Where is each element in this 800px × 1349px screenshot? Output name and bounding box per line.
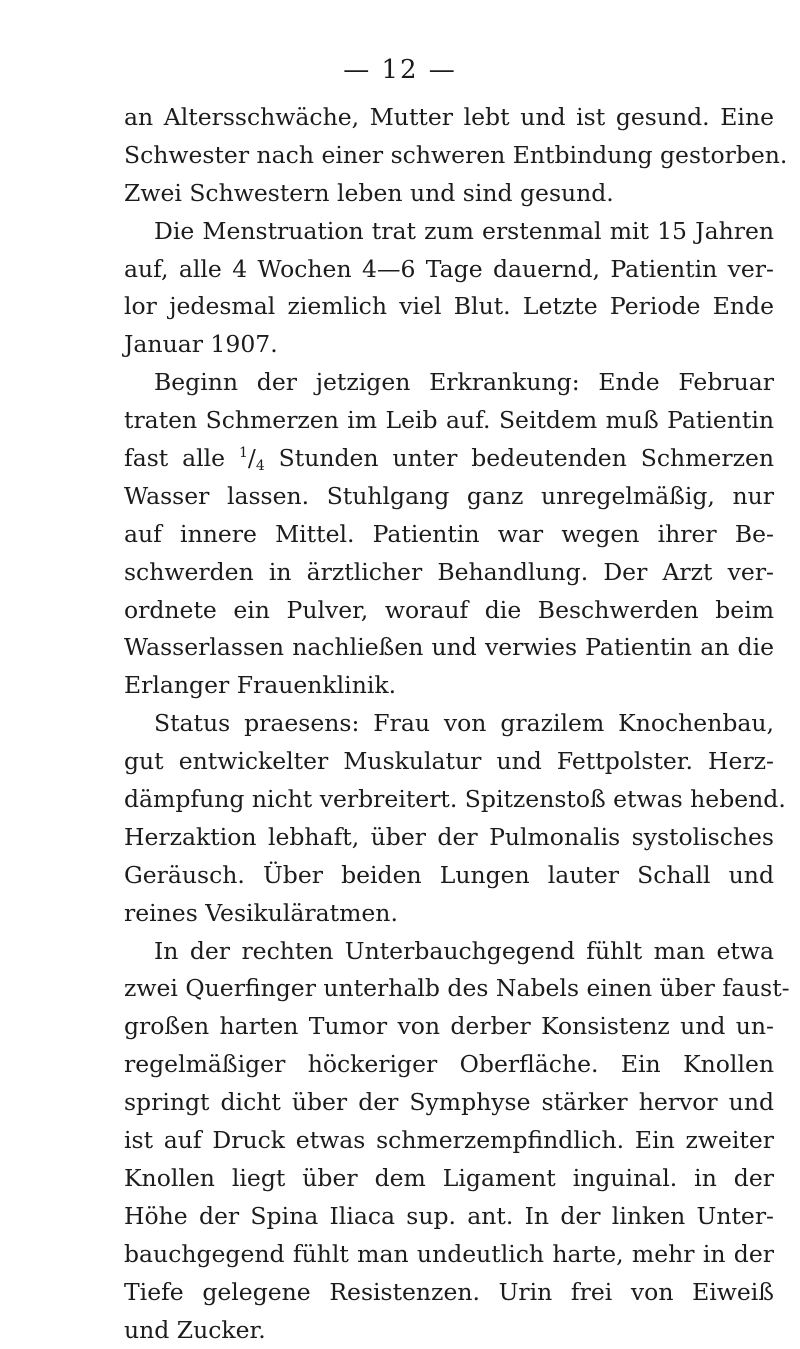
- text-line: Herzaktion lebhaft, über der Pulmonalis systolisches: [124, 819, 774, 857]
- text-line: regelmäßiger höckeriger Oberfläche. Ein Knollen: [124, 1046, 774, 1084]
- text-line: ordnete ein Pulver, worauf die Beschwerden beim: [124, 592, 774, 630]
- text-line: an Altersschwäche, Mutter lebt und ist gesund. Eine: [124, 99, 774, 137]
- text-line: auf, alle 4 Wochen 4—6 Tage dauernd, Patientin ver-: [124, 251, 774, 289]
- text-line: traten Schmerzen im Leib auf. Seitdem muß Patientin: [124, 402, 774, 440]
- text-line: ist auf Druck etwas schmerzempfindlich. Ein zweiter: [124, 1122, 774, 1160]
- text-line: gut entwickelter Muskulatur und Fettpolster. Herz-: [124, 743, 774, 781]
- text-line: fast alle $^1/_4$ Stunden unter bedeutenden Schmerzen: [124, 440, 774, 478]
- text-line: Wasser lassen. Stuhlgang ganz unregelmäßig, nur: [124, 478, 774, 516]
- text-line: Knollen liegt über dem Ligament inguinal. in der: [124, 1160, 774, 1198]
- text-line: Beginn der jetzigen Erkrankung: Ende Februar: [124, 364, 774, 402]
- text-segment: Stunden unter bedeutenden Schmerzen: [265, 444, 774, 472]
- text-line: schwerden in ärztlicher Behandlung. Der Arzt ver-: [124, 554, 774, 592]
- text-line: springt dicht über der Symphyse stärker hervor und: [124, 1084, 774, 1122]
- text-line: Wasserlassen nachließen und verwies Patientin an die: [124, 629, 774, 667]
- fraction-numerator: 1: [239, 445, 248, 461]
- text-line: Geräusch. Über beiden Lungen lauter Schall und: [124, 857, 774, 895]
- text-line: Die Menstruation trat zum erstenmal mit 15 Jahren: [124, 213, 774, 251]
- body-text: [124, 99, 774, 1349]
- text-line: Erlanger Frauenklinik.: [124, 667, 774, 705]
- text-line: Schwester nach einer schweren Entbindung gestorben.: [124, 137, 774, 175]
- text-line: Status praesens: Frau von grazilem Knochenbau,: [124, 705, 774, 743]
- text-line: zwei Querfinger unterhalb des Nabels einen über faust-: [124, 970, 774, 1008]
- page-number: — 12 —: [0, 55, 800, 85]
- text-line: dämpfung nicht verbreitert. Spitzenstoß etwas hebend.: [124, 781, 774, 819]
- text-line: Januar 1907.: [124, 326, 774, 364]
- text-line: und Zucker.: [124, 1312, 774, 1349]
- text-segment: fast alle: [124, 444, 239, 472]
- text-line: Tiefe gelegene Resistenzen. Urin frei von Eiweiß: [124, 1274, 774, 1312]
- text-line: reines Vesikuläratmen.: [124, 895, 774, 933]
- text-line: Zwei Schwestern leben und sind gesund.: [124, 175, 774, 213]
- text-line: bauchgegend fühlt man undeutlich harte, mehr in der: [124, 1236, 774, 1274]
- fraction-denominator: 4: [256, 458, 265, 474]
- text-line: In der rechten Unterbauchgegend fühlt man etwa: [124, 933, 774, 971]
- text-line: lor jedesmal ziemlich viel Blut. Letzte Periode Ende: [124, 288, 774, 326]
- text-line: großen harten Tumor von derber Konsistenz und un-: [124, 1008, 774, 1046]
- text-line: auf innere Mittel. Patientin war wegen ihrer Be-: [124, 516, 774, 554]
- text-line: Höhe der Spina Iliaca sup. ant. In der linken Unter-: [124, 1198, 774, 1236]
